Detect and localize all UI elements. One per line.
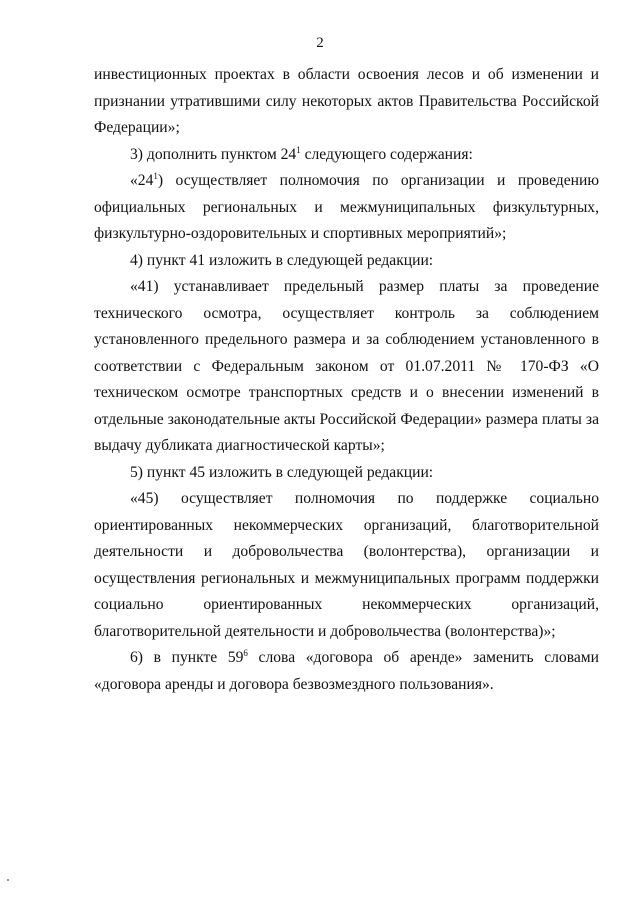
paragraph-item-6-text-before: 6) в пункте 59 [130,649,244,666]
paragraph-quote-24-1-text-after: ) осуществляет полномочия по организации и проведению официальных региональных и межмуниципальных физкультурных, физкультурно-оздоровительных и спортивных мероприятий»; [94,172,599,242]
paragraph-quote-24-1-text-before: «24 [130,172,154,189]
paragraph-quote-24-1 [94,168,599,248]
paragraph-item-6-superscript: 6 [243,648,248,658]
paragraph-item-5: 5) пункт 45 изложить в следующей редакции: [130,463,434,481]
paragraph-item-4: 4) пункт 41 изложить в следующей редакции: [130,251,434,269]
paragraph-item-3-text-after: следующего содержания: [300,145,473,163]
paragraph-item-3-superscript: 1 [296,144,301,155]
paragraph-continuation: инвестиционных проектах в области освоения лесов и об изменении и признании утратившими силу некоторых актов Правительства Российской Федерации»; [94,66,599,136]
paragraph-quote-24-1-superscript: 1 [153,171,158,181]
paragraph-item-6-text-after: слова «договора об аренде» заменить словами «договора аренды и договора безвозмездного пользования». [94,649,599,693]
page-number: 2 [316,35,324,51]
paragraph-quote-45: «45) осуществляет полномочия по поддержке социально ориентированных некоммерческих организаций, благотворительной деятельности и добровольчества (волонтерства), организации и осуществления региональных и межмуниципальных программ поддержки социально ориентированных некоммерческих организаций, благотворительной деятельности и добровольчества (волонтерства)»; [94,490,599,640]
scan-speck [7,879,9,881]
paragraph-item-3-text-before: 3) дополнить пунктом 24 [130,145,297,163]
paragraph-item-3 [94,142,599,169]
paragraph-item-6 [94,645,599,698]
paragraph-quote-41: «41) устанавливает предельный размер платы за проведение технического осмотра, осуществляет контроль за соблюдением установленного предельного размера и за соблюдением установленного в соответствии с Федеральным законом от 01.07.2011 № 170-ФЗ «О техническом осмотре транспортных средств и о внесении изменений в отдельные законодательные акты Российской Федерации» размера платы за выдачу дубликата диагностической карты»; [94,278,599,454]
document-body [94,62,599,698]
